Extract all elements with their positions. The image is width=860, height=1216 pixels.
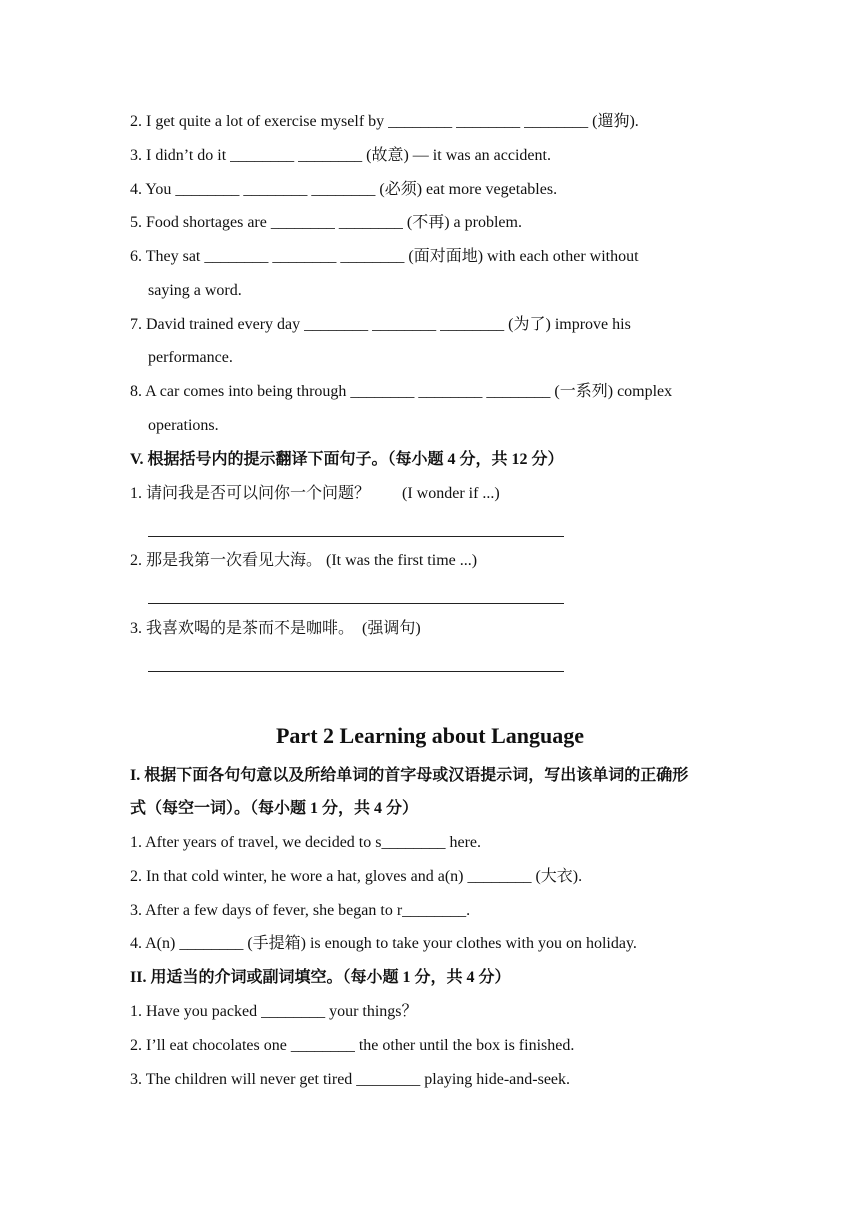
question-line: 2. I’ll eat chocolates one ________ the other until the box is finished. xyxy=(130,1037,575,1054)
question-line: 3. I didn’t do it ________ ________ (故意) — it was an accident. xyxy=(130,147,551,164)
question-line: 1. After years of travel, we decided to s________ here. xyxy=(130,834,481,851)
translation-prompt: 2. 那是我第一次看见大海。 (It was the first time ...) xyxy=(130,552,478,569)
question-line: 4. A(n) ________ (手提箱) is enough to take your clothes with you on holiday. xyxy=(130,935,637,952)
question-line: 1. Have you packed ________ your things？ xyxy=(130,1003,418,1020)
question-line-continued: performance. xyxy=(148,349,233,366)
question-line: 3. After a few days of fever, she began to r________. xyxy=(130,902,471,919)
question-line: 2. I get quite a lot of exercise myself by ________ ________ ________ (遛狗). xyxy=(130,113,639,130)
question-line: 6. They sat ________ ________ ________ (面对面地) with each other without xyxy=(130,248,639,265)
question-line: 8. A car comes into being through ________ ________ ________ (一系列) complex xyxy=(130,383,673,400)
section-heading-continued: 式（每空一词）。（每小题 1 分，共 4 分） xyxy=(130,800,419,817)
translation-prompt: 1. 请问我是否可以问你一个问题？ (I wonder if ...) xyxy=(130,485,500,502)
question-line: 2. In that cold winter, he wore a hat, gloves and a(n) ________ (大衣). xyxy=(130,868,583,885)
question-line: 3. The children will never get tired ________ playing hide-and-seek. xyxy=(130,1071,571,1088)
question-line: 4. You ________ ________ ________ (必须) eat more vegetables. xyxy=(130,181,558,198)
question-line: 5. Food shortages are ________ ________ (不再) a problem. xyxy=(130,214,522,231)
question-line-continued: operations. xyxy=(148,417,219,434)
section-heading: V. 根据括号内的提示翻译下面句子。（每小题 4 分，共 12 分） xyxy=(130,451,564,468)
part-title: Part 2 Learning about Language xyxy=(275,723,585,748)
answer-line[interactable] xyxy=(148,536,564,537)
section-heading: II. 用适当的介词或副词填空。（每小题 1 分，共 4 分） xyxy=(130,969,511,986)
answer-line[interactable] xyxy=(148,603,564,604)
question-line-continued: saying a word. xyxy=(148,282,242,299)
question-line: 7. David trained every day ________ ________ ________ (为了) improve his xyxy=(130,316,631,333)
section-heading: I. 根据下面各句句意以及所给单词的首字母或汉语提示词，写出该单词的正确形 xyxy=(130,767,689,784)
answer-line[interactable] xyxy=(148,671,564,672)
translation-prompt: 3. 我喜欢喝的是茶而不是咖啡。 (强调句) xyxy=(130,620,421,637)
